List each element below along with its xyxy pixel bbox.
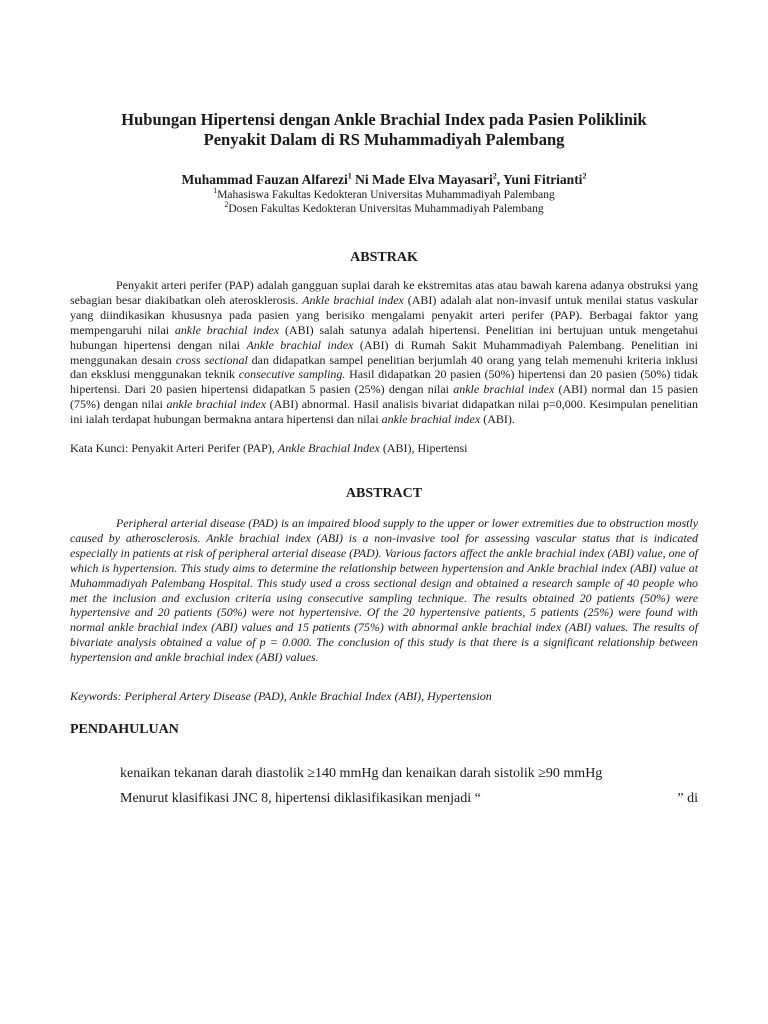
author-list bbox=[70, 172, 698, 188]
abstrak-italic-term: Ankle brachial index bbox=[302, 292, 404, 307]
abstrak-italic-term: consecutive sampling. bbox=[238, 367, 346, 382]
affiliation-2 bbox=[70, 202, 698, 216]
kata-kunci bbox=[70, 441, 698, 456]
author-affil-mark: 1 bbox=[347, 171, 352, 181]
author-name: Muhammad Fauzan Alfarezi bbox=[181, 172, 348, 187]
affil-mark: 1 bbox=[213, 186, 218, 196]
abstrak-italic-term: ankle brachial index bbox=[174, 322, 280, 337]
author-name: Ni Made Elva Mayasari bbox=[351, 172, 493, 187]
abstrak-text-segment: dan didapatkan sampel penelitian berjumlah 40 orang yang telah memenuhi kriteria inklusi dan eksklusi menggunakan teknik bbox=[70, 352, 699, 382]
abstrak-italic-term: cross sectional bbox=[175, 352, 248, 367]
intro-line-2-left: Menurut klasifikasi JNC 8, hipertensi diklasifikasikan menjadi “ bbox=[120, 790, 481, 806]
keywords-suffix: (ABI), Hipertensi bbox=[379, 441, 468, 456]
abstrak-italic-term: ankle brachial index bbox=[166, 397, 267, 412]
abstrak-text-segment: Penyakit arteri perifer (PAP) adalah gangguan suplai darah ke ekstremitas atas atau bawah karena adanya obstruksi yang sebagian besar diakibatkan oleh aterosklerosis. bbox=[70, 278, 698, 307]
affil-mark: 2 bbox=[224, 200, 229, 210]
intro-line-2 bbox=[70, 791, 698, 807]
author-name: , Yuni Fitrianti bbox=[496, 172, 583, 187]
keywords-en: Keywords: Peripheral Artery Disease (PAD), Ankle Brachial Index (ABI), Hypertension bbox=[70, 689, 492, 704]
intro-line-2-right: ” di bbox=[677, 790, 698, 806]
keywords-italic: Ankle Brachial Index bbox=[277, 441, 380, 456]
abstrak-italic-term: Ankle brachial index bbox=[246, 337, 354, 352]
abstrak-text-segment: (ABI) abnormal. Hasil analisis bivariat didapatkan nilai p=0,000. Kesimpulan penelitian ini ialah terdapat hubungan bermakna antara hipertensi dan nilai bbox=[70, 397, 699, 427]
title-line-2: Penyakit Dalam di RS Muhammadiyah Palembang bbox=[203, 130, 565, 149]
abstrak-text-segment: (ABI) normal dan 15 pasien (75%) dengan nilai bbox=[70, 382, 698, 412]
pendahuluan-heading: PENDAHULUAN bbox=[70, 721, 179, 737]
keywords-prefix: Kata Kunci: Penyakit Arteri Perifer (PAP), bbox=[70, 441, 278, 456]
paper-title bbox=[70, 110, 698, 150]
abstrak-italic-term: ankle brachial index bbox=[453, 382, 555, 397]
abstrak-text-segment: Hasil didapatkan 20 pasien (50%) hipertensi dan 20 pasien (50%) tidak hipertensi. Dari 20 pasien hipertensi didapatkan 5 pasien (25%) dengan nilai bbox=[70, 367, 699, 397]
author-affil-mark: 2 bbox=[582, 171, 587, 181]
abstrak-text-segment: (ABI) adalah alat non-invasif untuk menilai status vaskular yang diindikasikan khususnya pada pasien yang berisiko mengalami penyakit arteri perifer (PAP). Berbagai faktor yang mempengaruhi nilai bbox=[70, 292, 698, 337]
affil-text: Mahasiswa Fakultas Kedokteran Universitas Muhammadiyah Palembang bbox=[217, 189, 555, 201]
paper-page bbox=[70, 110, 698, 807]
abstract-text: Peripheral arterial disease (PAD) is an impaired blood supply to the upper or lower extremities due to obstruction mostly caused by atherosclerosis. Ankle brachial index (ABI) is a non-invasive tool for assessing vascular status that is indicated especially in patients at risk of peripheral arterial disease (PAD). Various factors affect the ankle brachial index (ABI) value, one of which is hypertension. This study aims to determine the relationship between hypertension and Ankle brachial index (ABI) value at Muhammadiyah Palembang Hospital. This study used a cross sectional design and obtained a research sample of 40 people who met the inclusion and exclusion criteria using consecutive sampling technique. The results obtained 20 patients (50%) were hypertensive and 20 patients (50%) were not hypertensive. Of the 20 hypertensive patients, 5 patients (25%) were found with normal ankle brachial index (ABI) values and 15 patients (75%) with abnormal ankle brachial index (ABI) values. The results of bivariate analysis obtained a value of p = 0.000. The conclusion of this study is that there is a significant relationship between hypertension and ankle brachial index (ABI) values. bbox=[70, 515, 698, 665]
abstract-body bbox=[70, 516, 698, 665]
abstrak-italic-term: ankle brachial index bbox=[381, 412, 481, 427]
abstrak-text-segment: (ABI) di Rumah Sakit Muhammadiyah Palembang. Penelitian ini menggunakan desain bbox=[70, 337, 698, 367]
affiliation-1 bbox=[70, 188, 698, 202]
affil-text: Dosen Fakultas Kedokteran Universitas Muhammadiyah Palembang bbox=[228, 203, 544, 215]
blank-gap bbox=[481, 791, 678, 807]
abstrak-heading: ABSTRAK bbox=[350, 250, 418, 265]
abstrak-text-segment: (ABI). bbox=[480, 412, 515, 427]
author-affil-mark: 2 bbox=[492, 171, 497, 181]
abstract-heading: ABSTRACT bbox=[345, 485, 423, 501]
intro-line-1: kenaikan tekanan darah diastolik ≥140 mmHg dan kenaikan darah sistolik ≥90 mmHg bbox=[120, 765, 603, 781]
title-line-1: Hubungan Hipertensi dengan Ankle Brachial Index pada Pasien Poliklinik bbox=[121, 110, 647, 129]
abstrak-body bbox=[70, 278, 698, 427]
abstrak-text-segment: (ABI) salah satunya adalah hipertensi. Penelitian ini bertujuan untuk mengetahui hubungan hipertensi dengan nilai bbox=[70, 322, 698, 352]
